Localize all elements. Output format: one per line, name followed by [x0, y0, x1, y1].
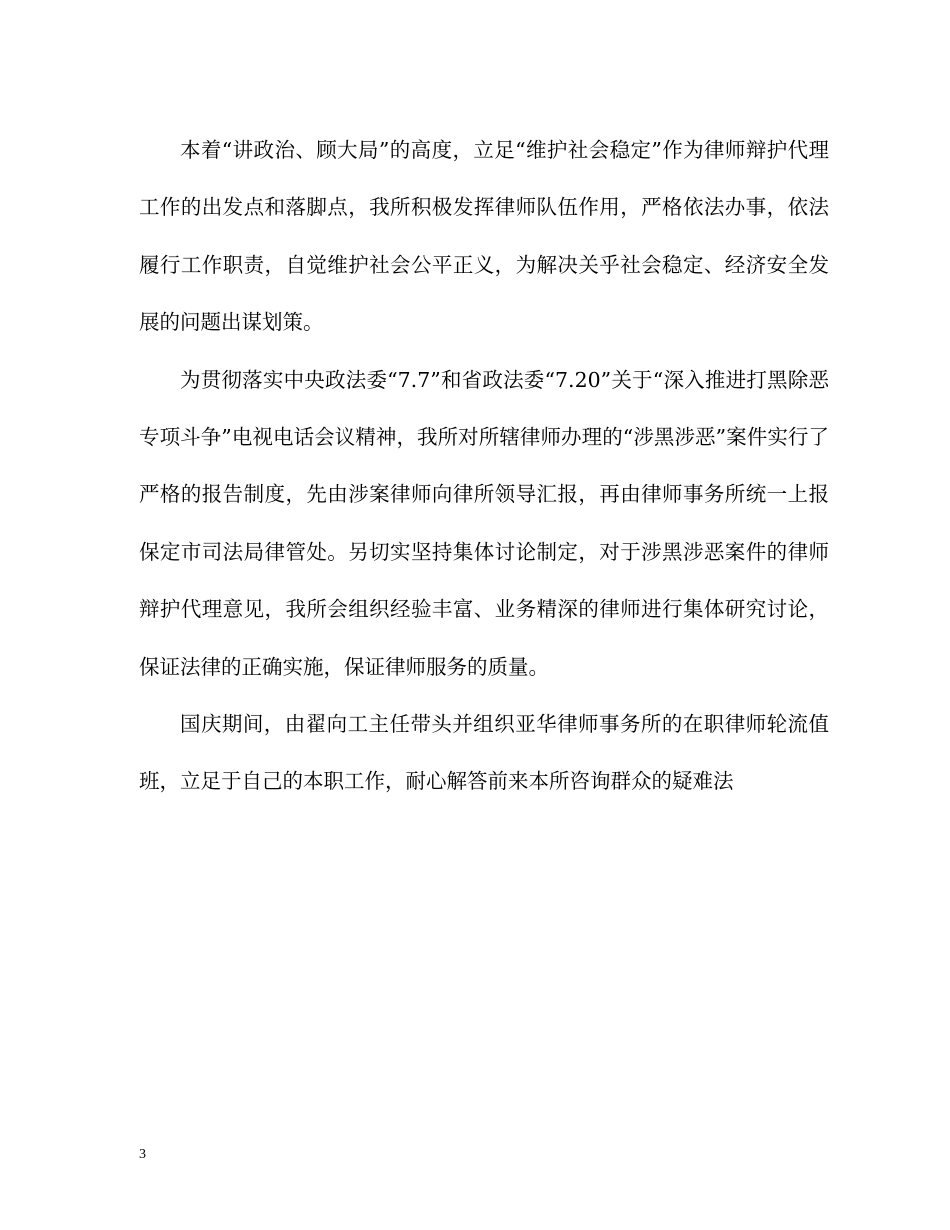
paragraph-2: 为贯彻落实中央政法委“7.7”和省政法委“7.20”关于“深入推进打黑除恶专项斗争”电视电话会议精神，我所对所辖律师办理的“涉黑涉恶”案件实行了严格的报告制度，先由涉案律师向律所领导汇报，再由律师事务所统一上报保定市司法局律管处。另切实坚持集体讨论制定，对于涉黑涉恶案件的律师辩护代理意见，我所会组织经验丰富、业务精深的律师进行集体研究讨论，保证法律的正确实施，保证律师服务的质量。 — [139, 367, 829, 679]
document-body — [139, 122, 829, 811]
paragraph-1: 本着“讲政治、顾大局”的高度，立足“维护社会稳定”作为律师辩护代理工作的出发点和落脚点，我所积极发挥律师队伍作用，严格依法办事，依法履行工作职责，自觉维护社会公平正义，为解决关乎社会稳定、经济安全发展的问题出谋划策。 — [139, 138, 829, 335]
paragraph-3: 国庆期间，由翟向工主任带头并组织亚华律师事务所的在职律师轮流值班，立足于自己的本职工作，耐心解答前来本所咨询群众的疑难法 — [139, 712, 829, 794]
page-number: 3 — [139, 1147, 146, 1162]
